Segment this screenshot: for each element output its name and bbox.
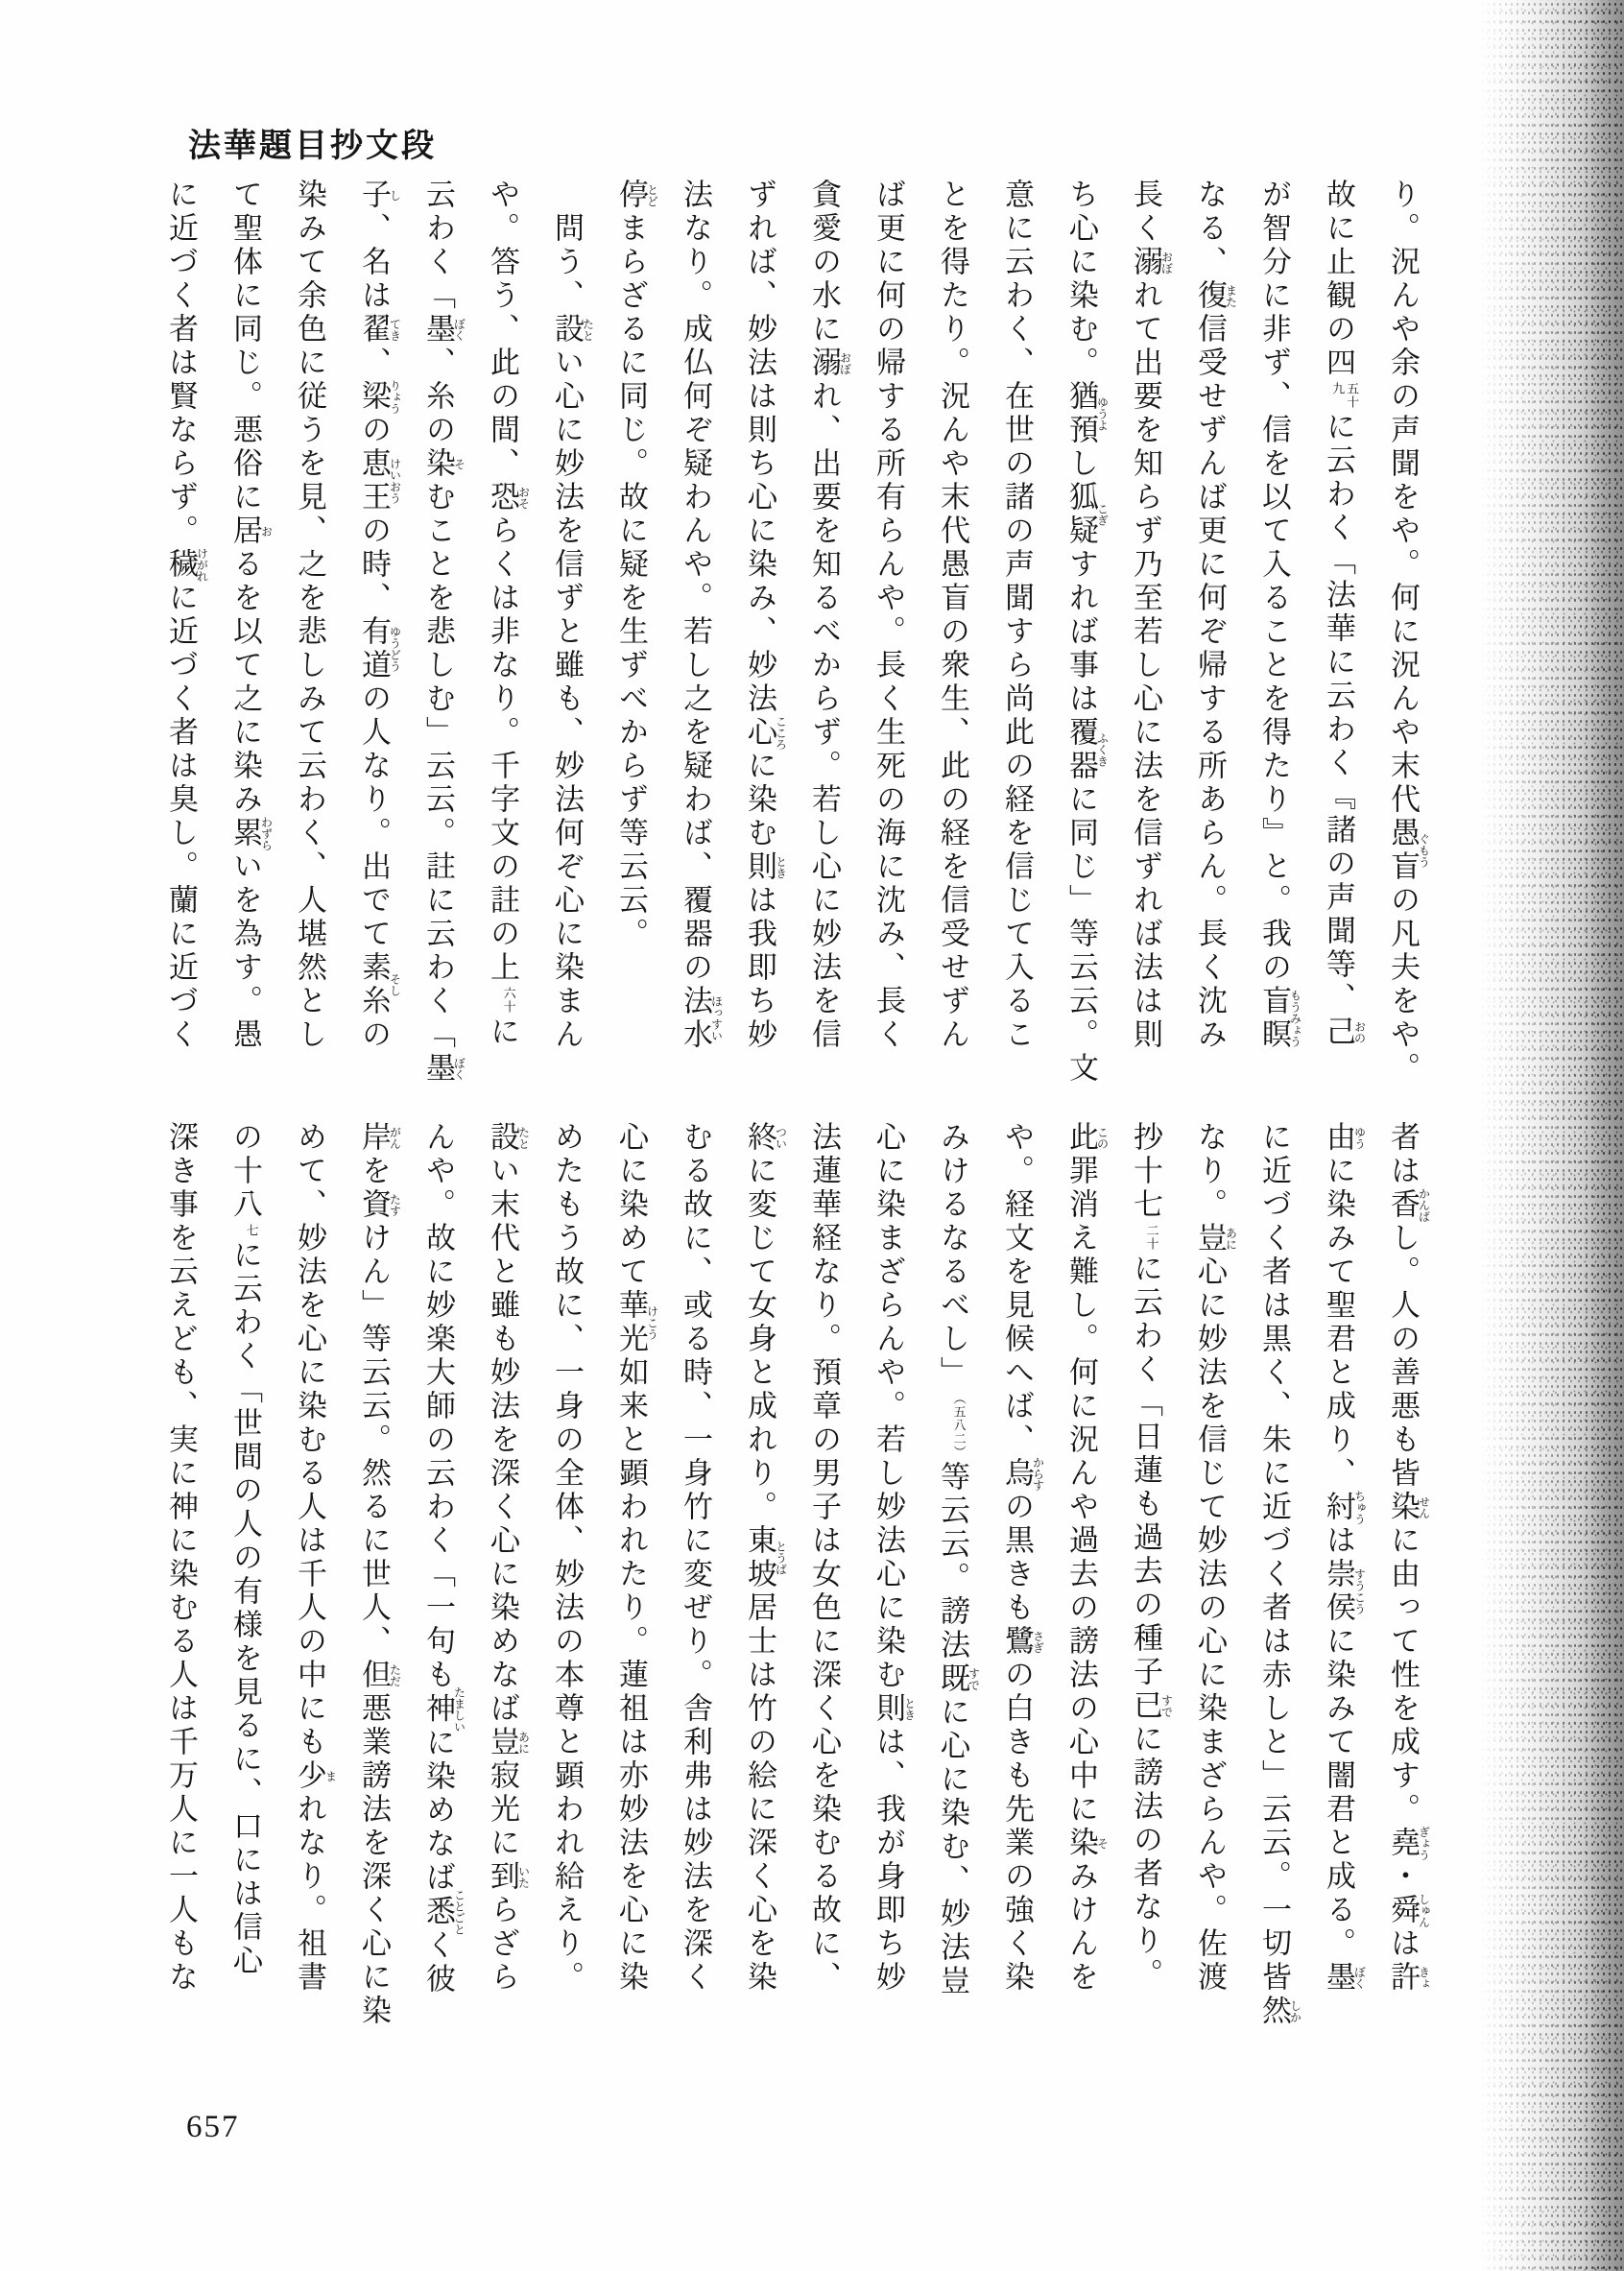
upper-text-block: [149, 179, 1435, 1148]
text-column: 心に染まざらんや。若し妙法心に染む則ときは、我が身即ち妙: [872, 1121, 917, 1995]
text-column: 由ゆうに染みて聖君と成り、紂ちゅうは崇侯すうこうに染みて闇君と成る。墨ぼく: [1322, 1121, 1367, 1995]
ruby-annotated-word: 華光けこう: [614, 1289, 659, 1356]
text-column: 故に止観の四 五十 九 に云わく「法華に云わく『諸の声聞等、己おの: [1322, 179, 1367, 1049]
ruby-annotated-word: 子し: [357, 179, 402, 212]
ruby-annotated-word: 溺おぼ: [807, 347, 852, 380]
text-column: 此この罪消え難し。何に況んや過去の謗法の心中に染そみけんを: [1064, 1121, 1110, 1995]
ruby-annotated-word: 東坡とうば: [743, 1524, 788, 1591]
text-column: みけるなるべし」 （五八二） 等云云。謗法既すでに心に染む、妙法豈: [936, 1121, 981, 1998]
ruby-annotated-word: 法水ほっすい: [679, 985, 724, 1052]
ruby-annotated-word: 居お: [228, 514, 274, 548]
text-column: 深き事を云えども、実に神に染むる人は千万人に一人もな: [164, 1121, 198, 1995]
text-column: とを得たり。況んや末代愚盲の衆生、此の経を信受せずん: [936, 179, 969, 1052]
text-column: 停とどまらざるに同じ。故に疑を生ずべからず等云云。: [614, 179, 659, 951]
ruby-annotated-word: 設たと: [486, 1121, 531, 1155]
ruby-annotated-word: 然しか: [1257, 1995, 1302, 2028]
text-column: 問う、設たとい心に妙法を信ずと雖も、妙法何ぞ心に染まん: [550, 179, 595, 1052]
text-column: 法蓮華経なり。預章の男子は女色に深く心を染むる故に、: [807, 1121, 841, 1995]
lower-text-block: [149, 1121, 1435, 2091]
ruby-annotated-word: 舜しゅん: [1386, 1893, 1431, 1928]
text-column: 云わく「墨ぼく、糸の染そむことを悲しむ」云云。註に云わく「墨ぼく: [421, 179, 466, 1086]
reference-note: 七: [244, 1224, 259, 1237]
text-column: の十八 七 に云わく「世間の人の有様を見るに、口には信心: [228, 1121, 262, 1978]
text-column: なり。豈あに心に妙法を信じて妙法の心に染まざらんや。佐渡: [1193, 1121, 1238, 1995]
ruby-annotated-word: 香かんば: [1386, 1187, 1431, 1223]
page-number: 657: [186, 2110, 240, 2144]
ruby-annotated-word: 溺おぼ: [1129, 246, 1174, 279]
text-column: 長く溺おぼれて出要を知らず乃至若し心に法を信ずれば法は則: [1129, 179, 1174, 1052]
ruby-annotated-word: 但ただ: [357, 1659, 402, 1692]
ruby-annotated-word: 崇侯すうこう: [1322, 1558, 1367, 1625]
ruby-annotated-word: 則とき: [872, 1692, 917, 1726]
ruby-annotated-word: 盲瞑もうみょう: [1257, 985, 1302, 1052]
text-column: 心に染めて華光けこう如来と顕われたり。蓮祖は亦妙法を心に染: [614, 1121, 659, 1995]
text-column: んや。故に妙楽大師の云わく「一句も神たましいに染めなば悉ことごとく彼: [421, 1121, 466, 1996]
ruby-annotated-word: 心こころ: [743, 715, 788, 751]
ruby-annotated-word: 悉ことごと: [421, 1889, 466, 1935]
text-column: めて、妙法を心に染むる人は千人の中にも少まれなり。祖書: [293, 1121, 338, 1995]
ruby-annotated-word: 紂ちゅう: [1322, 1490, 1367, 1525]
ruby-annotated-word: 染そ: [421, 447, 466, 481]
ruby-annotated-word: 堯ぎょう: [1386, 1826, 1431, 1861]
reference-note: 六十: [501, 987, 516, 1014]
ruby-annotated-word: 染そ: [1064, 1827, 1110, 1860]
text-column: 者は香かんばし。人の善悪も皆染せんに由って性を成す。堯ぎょう・舜しゅんは許きょ: [1386, 1121, 1431, 1995]
ruby-annotated-word: 狐疑こぎ: [1064, 481, 1110, 548]
ruby-annotated-word: 復また: [1193, 279, 1238, 313]
text-column: て聖体に同じ。悪俗に居おるを以て之に染み累わずらいを為す。愚: [228, 179, 274, 1052]
ruby-annotated-word: 岸がん: [357, 1121, 402, 1155]
ruby-annotated-word: 墨ぼく: [1322, 1961, 1367, 1995]
ruby-annotated-word: 穢けがれ: [164, 547, 209, 583]
ruby-annotated-word: 既すで: [936, 1662, 981, 1696]
ruby-annotated-word: 猶預ゆうよ: [1064, 380, 1110, 447]
text-column: 設たとい末代と雖も妙法を深く心に染めなば豈あに寂光に到いたらざら: [486, 1121, 531, 1995]
ruby-annotated-word: 則とき: [743, 850, 788, 884]
text-column: ち心に染む。猶預ゆうよし狐疑こぎすれば事は覆器ふくきに同じ」等云云。文: [1064, 179, 1110, 1086]
ruby-annotated-word: 累わずら: [228, 816, 274, 851]
ruby-annotated-word: 已すで: [1129, 1689, 1174, 1723]
ruby-annotated-word: 梁りょう: [357, 379, 402, 415]
ruby-annotated-word: 墨ぼく: [421, 1052, 466, 1086]
page-title: 法華題目抄文段: [188, 129, 437, 164]
text-column: に近づく者は黒く、朱に近づく者は赤しと」云云。一切皆然しか: [1257, 1121, 1302, 2028]
ruby-annotated-word: 鷺さぎ: [1000, 1625, 1045, 1659]
ruby-annotated-word: 神たましい: [421, 1686, 466, 1733]
text-column: り。況んや余の声聞をや。何に況んや末代愚盲ぐもうの凡夫をや。: [1386, 179, 1431, 1086]
ruby-annotated-word: 染せん: [1386, 1491, 1431, 1524]
ruby-annotated-word: 翟てき: [357, 313, 402, 347]
text-column: 岸がんを資たすけん」等云云。然るに世人、但ただ悪業謗法を深く心に染: [357, 1121, 402, 2028]
ruby-annotated-word: 設たと: [550, 313, 595, 347]
text-column: ば更に何の帰する所有らんや。長く生死の海に沈み、長く: [872, 179, 905, 1052]
text-column: めたもう故に、一身の全体、妙法の本尊と顕われ給えり。: [550, 1121, 584, 1995]
text-column: 意に云わく、在世の諸の声聞すら尚此の経を信じて入るこ: [1000, 179, 1034, 1052]
text-column: 法なり。成仏何ぞ疑わんや。若し之を疑わば、覆器の法水ほっすい: [679, 179, 724, 1052]
reference-note: （五八二）: [951, 1392, 967, 1459]
text-column: が智分に非ず、信を以て入ることを得たり』と。我の盲瞑もうみょう: [1257, 179, 1302, 1052]
text-column: や。経文を見候へば、烏からすの黒きも鷺さぎの白きも先業の強く染: [1000, 1121, 1045, 1995]
text-column: 子し、名は翟てき、梁りょうの恵王けいおうの時、有道ゆうどうの人なり。出でて素糸そしの: [357, 179, 402, 1052]
ruby-annotated-word: 停とど: [614, 179, 659, 212]
ruby-annotated-word: 由ゆう: [1322, 1121, 1367, 1155]
binding-shadow: [1480, 0, 1624, 2271]
ruby-annotated-word: 有道ゆうどう: [357, 615, 402, 682]
text-column: 抄十七 二十 に云わく「日蓮も過去の種子已すでに謗法の者なり。: [1129, 1121, 1174, 1992]
text-column: むる故に、或る時、一身竹に変ぜり。舎利弗は妙法を深く: [679, 1121, 712, 1995]
ruby-annotated-word: 墨ぼく: [421, 313, 466, 347]
ruby-annotated-word: 烏からす: [1000, 1456, 1045, 1492]
reference-note: 二十: [1144, 1224, 1159, 1251]
reference-note: 五十 九: [1330, 382, 1360, 409]
text-column: ずれば、妙法は則ち心に染み、妙法心こころに染む則ときは我即ち妙: [743, 179, 788, 1052]
ruby-annotated-word: 恵王けいおう: [357, 447, 402, 514]
ruby-annotated-word: 素糸そし: [357, 951, 402, 1018]
ruby-annotated-word: 許きょ: [1386, 1961, 1431, 1995]
ruby-annotated-word: 愚盲ぐもう: [1386, 817, 1431, 884]
text-column: や。答う、此の間、恐おそらくは非なり。千字文の註の上 六十 に: [486, 179, 531, 1049]
ruby-annotated-word: 覆器ふくき: [1064, 716, 1110, 783]
ruby-annotated-word: 恐おそ: [486, 481, 531, 514]
ruby-annotated-word: 少ま: [293, 1759, 338, 1793]
ruby-annotated-word: 豈あに: [1193, 1222, 1238, 1255]
text-column: 終ついに変じて女身と成れり。東坡とうば居士は竹の絵に深く心を染: [743, 1121, 788, 1995]
ruby-annotated-word: 到いた: [486, 1860, 531, 1894]
text-column: 染みて余色に従うを見、之を悲しみて云わく、人堪然とし: [293, 179, 326, 1052]
ruby-annotated-word: 資たす: [357, 1188, 402, 1222]
ruby-annotated-word: 己おの: [1322, 1016, 1367, 1049]
ruby-annotated-word: 此この: [1064, 1121, 1110, 1155]
ruby-annotated-word: 終つい: [743, 1121, 788, 1155]
text-column: なる、復また信受せずんば更に何ぞ帰する所あらん。長く沈み: [1193, 179, 1238, 1052]
text-column: に近づく者は賢ならず。穢けがれに近づく者は臭し。蘭に近づく: [164, 179, 209, 1052]
text-column: 貪愛の水に溺おぼれ、出要を知るべからず。若し心に妙法を信: [807, 179, 852, 1052]
ruby-annotated-word: 豈あに: [486, 1726, 531, 1759]
